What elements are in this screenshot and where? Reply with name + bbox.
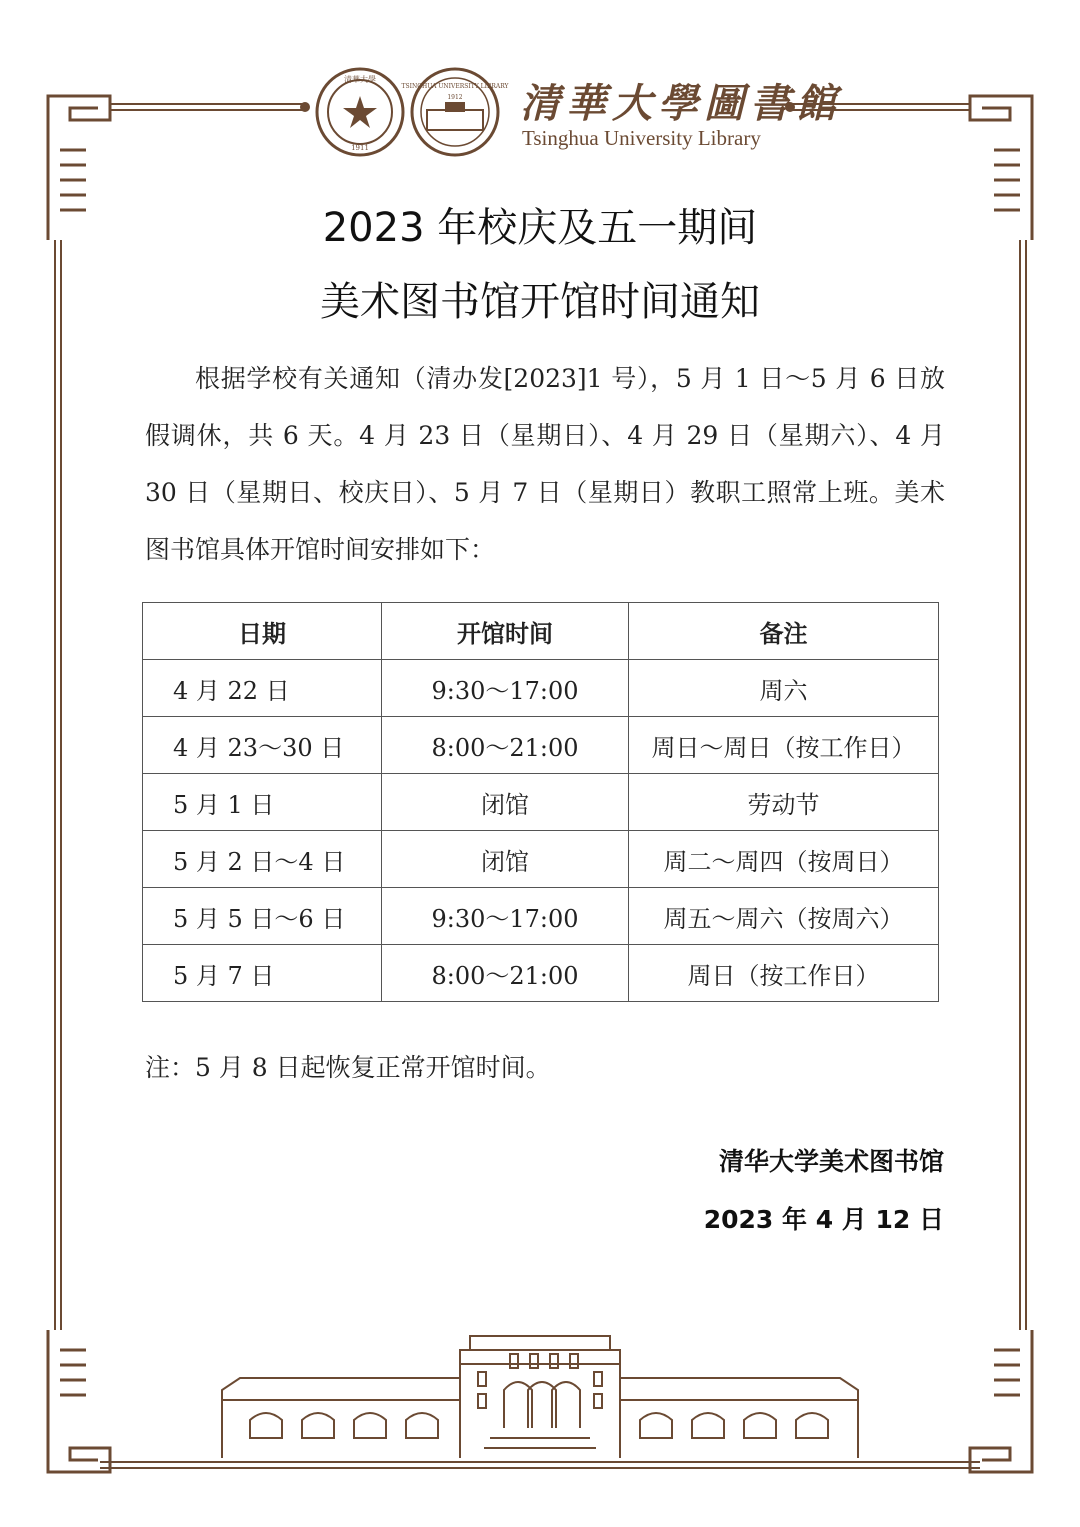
library-logo — [401, 69, 509, 155]
row-note: 周日（按工作日） — [629, 945, 939, 1002]
row-date: 4 月 22 日 — [143, 660, 382, 717]
footnote: 注：5 月 8 日起恢复正常开馆时间。 — [145, 1053, 551, 1082]
library-building-illustration — [220, 1328, 860, 1458]
row-hours: 8:00～21:00 — [382, 717, 629, 774]
row-note: 周五～周六（按周六） — [629, 888, 939, 945]
signature-date: 2023 年 4 月 12 日 — [703, 1205, 944, 1234]
row-hours: 9:30～17:00 — [382, 660, 629, 717]
row-hours: 8:00～21:00 — [382, 945, 629, 1002]
svg-text:TSINGHUA UNIVERSITY LIBRARY: TSINGHUA UNIVERSITY LIBRARY — [401, 83, 509, 90]
row-note: 劳动节 — [629, 774, 939, 831]
notice-paragraph: 根据学校有关通知（清办发[2023]1 号），5 月 1 日～5 月 6 日放假调休，共 6 天。4 月 23 日（星期日）、4 月 29 日（星期六）、4 月 30 日（星期日、校庆日）、5 月 7 日（星期日）教职工照常上班。美术图书馆具体开馆时间安排如下： — [145, 364, 945, 564]
page-title-line1: 2023 年校庆及五一期间 — [322, 205, 758, 251]
table-row — [143, 717, 939, 774]
table-row — [143, 945, 939, 1002]
schedule-table — [142, 602, 939, 1002]
row-hours: 9:30～17:00 — [382, 888, 629, 945]
row-date: 5 月 7 日 — [143, 945, 382, 1002]
svg-text:1911: 1911 — [351, 144, 369, 152]
table-row — [143, 831, 939, 888]
svg-text:1912: 1912 — [447, 94, 463, 101]
table-row — [143, 888, 939, 945]
page-title-line2: 美术图书馆开馆时间通知 — [320, 279, 760, 325]
row-date: 4 月 23～30 日 — [143, 717, 382, 774]
row-date: 5 月 1 日 — [143, 774, 382, 831]
signature-organization: 清华大学美术图书馆 — [718, 1147, 944, 1176]
svg-text:清華大學: 清華大學 — [344, 75, 376, 84]
row-date: 5 月 2 日～4 日 — [143, 831, 382, 888]
library-name-chinese: 清華大學圖書館 — [520, 80, 842, 127]
university-seal-logo — [317, 69, 403, 155]
row-note: 周日～周日（按工作日） — [629, 717, 939, 774]
table-header-row — [143, 603, 939, 660]
table-row — [143, 774, 939, 831]
row-note: 周六 — [629, 660, 939, 717]
header-date: 日期 — [143, 603, 382, 660]
row-note: 周二～周四（按周日） — [629, 831, 939, 888]
table-row — [143, 660, 939, 717]
row-hours: 闭馆 — [382, 774, 629, 831]
library-name-english: Tsinghua University Library — [522, 126, 761, 150]
header-hours: 开馆时间 — [382, 603, 629, 660]
row-hours: 闭馆 — [382, 831, 629, 888]
header-note: 备注 — [629, 603, 939, 660]
row-date: 5 月 5 日～6 日 — [143, 888, 382, 945]
